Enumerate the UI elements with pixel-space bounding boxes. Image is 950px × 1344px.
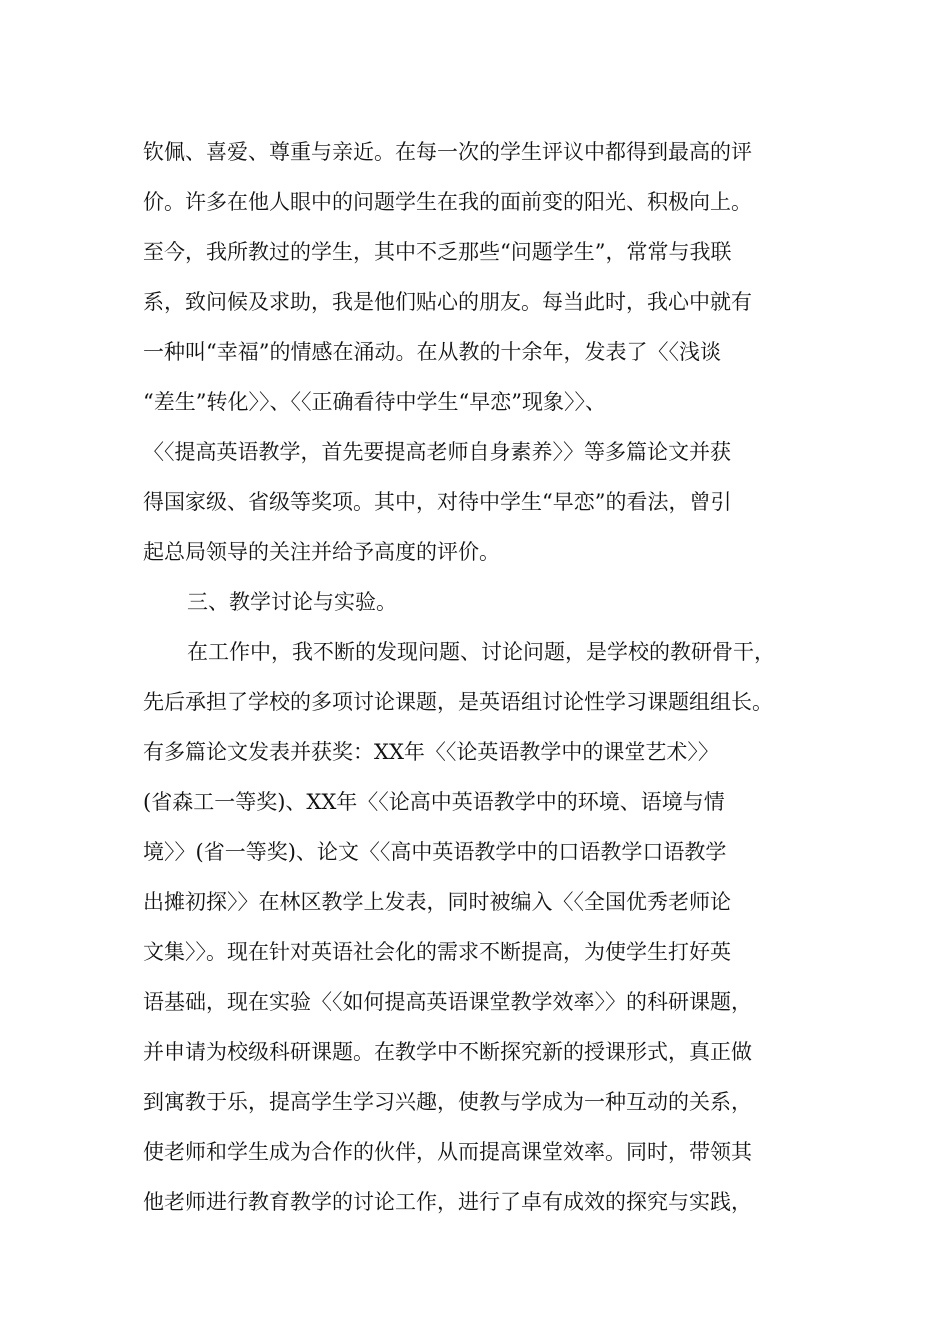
body-text-line: 一种叫“幸福”的情感在涌动。在从教的十余年，发表了〈〈浅谈 (143, 340, 721, 364)
body-text-line: 〈〈提高英语教学，首先要提高老师自身素养〉〉等多篇论文并获 (143, 440, 731, 464)
body-text-line: 到寓教于乐，提高学生学习兴趣，使教与学成为一种互动的关系， (143, 1090, 752, 1114)
body-text-line: 他老师进行教育教学的讨论工作，进行了卓有成效的探究与实践， (143, 1190, 752, 1214)
body-text-line: 钦佩、喜爱、尊重与亲近。在每一次的学生评议中都得到最高的评 (143, 140, 752, 164)
body-text-line: “差生”转化〉〉、〈〈正确看待中学生“早恋”现象〉〉、 (143, 390, 606, 414)
paragraph-first-line: 在工作中，我不断的发现问题、讨论问题，是学校的教研骨干， (187, 640, 775, 664)
body-text-line: (省森工一等奖)、XX年〈〈论高中英语教学中的环境、语境与情 (143, 790, 725, 814)
body-text-line: 语基础，现在实验〈〈如何提高英语课堂教学效率〉〉的科研课题， (143, 990, 752, 1014)
section-heading: 三、教学讨论与实验。 (187, 590, 397, 614)
body-text-line: 文集〉〉。现在针对英语社会化的需求不断提高，为使学生打好英 (143, 940, 731, 964)
body-text-line: 价。许多在他人眼中的问题学生在我的面前变的阳光、积极向上。 (143, 190, 752, 214)
body-text-line: 至今，我所教过的学生，其中不乏那些“问题学生”，常常与我联 (143, 240, 732, 264)
body-text-line: 境〉〉(省一等奖)、论文〈〈高中英语教学中的口语教学口语教学 (143, 840, 727, 864)
body-text-line: 起总局领导的关注并给予高度的评价。 (143, 540, 500, 564)
body-text-line: 使老师和学生成为合作的伙伴，从而提高课堂效率。同时，带领其 (143, 1140, 752, 1164)
body-text-line: 得国家级、省级等奖项。其中，对待中学生“早恋”的看法，曾引 (143, 490, 732, 514)
body-text-line: 有多篇论文发表并获奖：XX年〈〈论英语教学中的课堂艺术〉〉 (143, 740, 719, 764)
body-text-line: 出摊初探〉〉在林区教学上发表，同时被编入〈〈全国优秀老师论 (143, 890, 731, 914)
body-text-line: 先后承担了学校的多项讨论课题，是英语组讨论性学习课题组组长。 (143, 690, 773, 714)
body-text-line: 系，致问候及求助，我是他们贴心的朋友。每当此时，我心中就有 (143, 290, 752, 314)
body-text-line: 并申请为校级科研课题。在教学中不断探究新的授课形式，真正做 (143, 1040, 752, 1064)
